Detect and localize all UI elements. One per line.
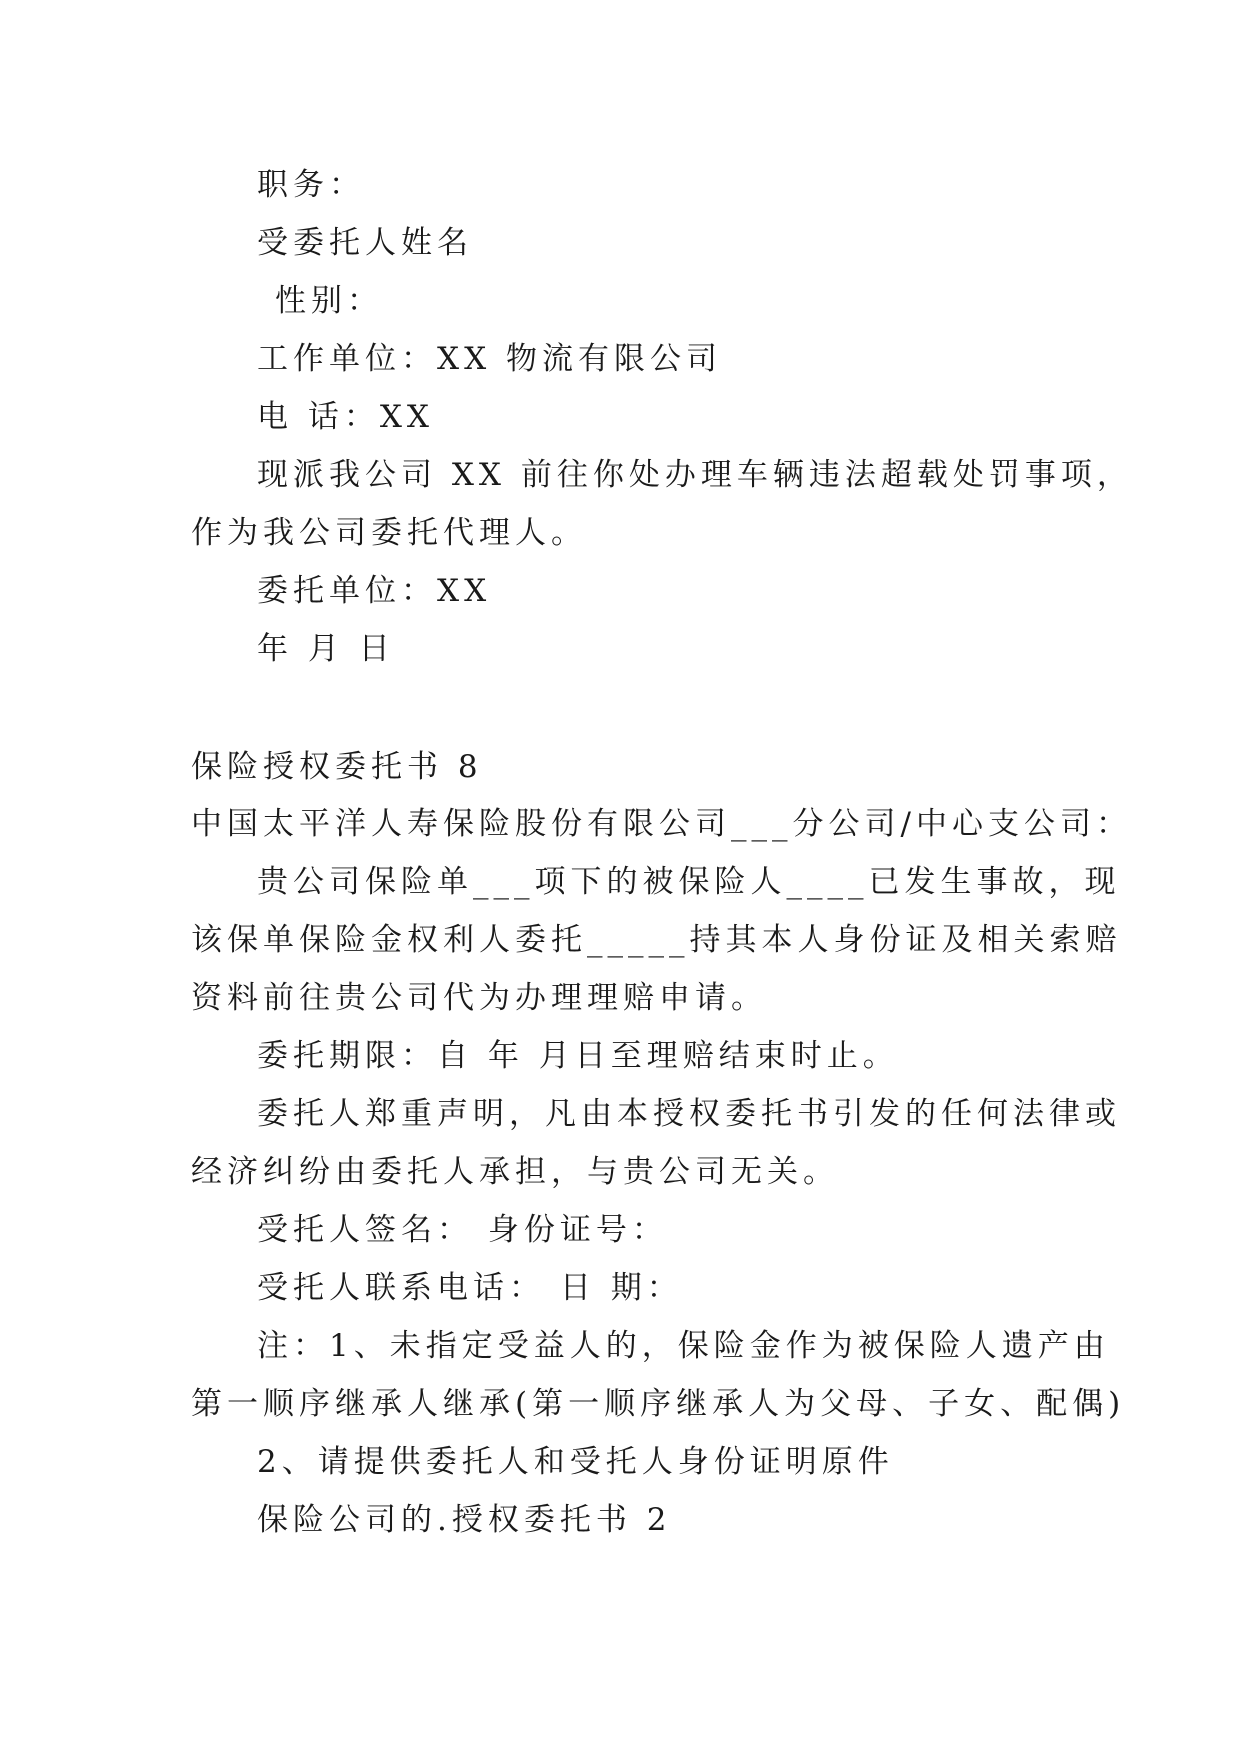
declaration-line-1: 委托人郑重声明，凡由本授权委托书引发的任何法律或 bbox=[257, 1096, 1121, 1132]
para1-line-1: 贵公司保险单___项下的被保险人____已发生事故，现 bbox=[257, 864, 1121, 900]
signature-line: 受托人签名： 身份证号： bbox=[257, 1212, 668, 1248]
contact-line: 受托人联系电话： 日 期： bbox=[257, 1270, 683, 1306]
entrusting-unit-line: 委托单位：XX bbox=[257, 573, 492, 609]
addressee-line: 中国太平洋人寿保险股份有限公司___分公司/中心支公司： bbox=[191, 806, 1132, 842]
para1-line-2: 该保单保险金权利人委托_____持其本人身份证及相关索赔 bbox=[191, 922, 1122, 958]
note1-line-1: 注：1、未指定受益人的，保险金作为被保险人遗产由 bbox=[257, 1328, 1110, 1364]
date-line: 年 月 日 bbox=[257, 631, 395, 667]
phone-line: 电 话：XX bbox=[257, 399, 434, 435]
note2-line: 2、请提供委托人和受托人身份证明原件 bbox=[257, 1444, 894, 1480]
body-line-2: 作为我公司委托代理人。 bbox=[191, 515, 587, 551]
next-section-title: 保险公司的.授权委托书 2 bbox=[257, 1502, 672, 1538]
position-line: 职务： bbox=[257, 167, 365, 203]
body-line-1: 现派我公司 XX 前往你处办理车辆违法超载处罚事项， bbox=[257, 457, 1133, 493]
section-title: 保险授权委托书 8 bbox=[191, 749, 483, 785]
gender-line: 性别： bbox=[275, 283, 383, 319]
period-line: 委托期限：自 年 月日至理赔结束时止。 bbox=[257, 1038, 899, 1074]
note1-line-2: 第一顺序继承人继承(第一顺序继承人为父母、子女、配偶) bbox=[191, 1386, 1126, 1422]
agent-name-line: 受委托人姓名 bbox=[257, 225, 473, 261]
para1-line-3: 资料前往贵公司代为办理理赔申请。 bbox=[191, 980, 767, 1016]
work-unit-line: 工作单位：XX 物流有限公司 bbox=[257, 341, 722, 377]
declaration-line-2: 经济纠纷由委托人承担，与贵公司无关。 bbox=[191, 1154, 839, 1190]
